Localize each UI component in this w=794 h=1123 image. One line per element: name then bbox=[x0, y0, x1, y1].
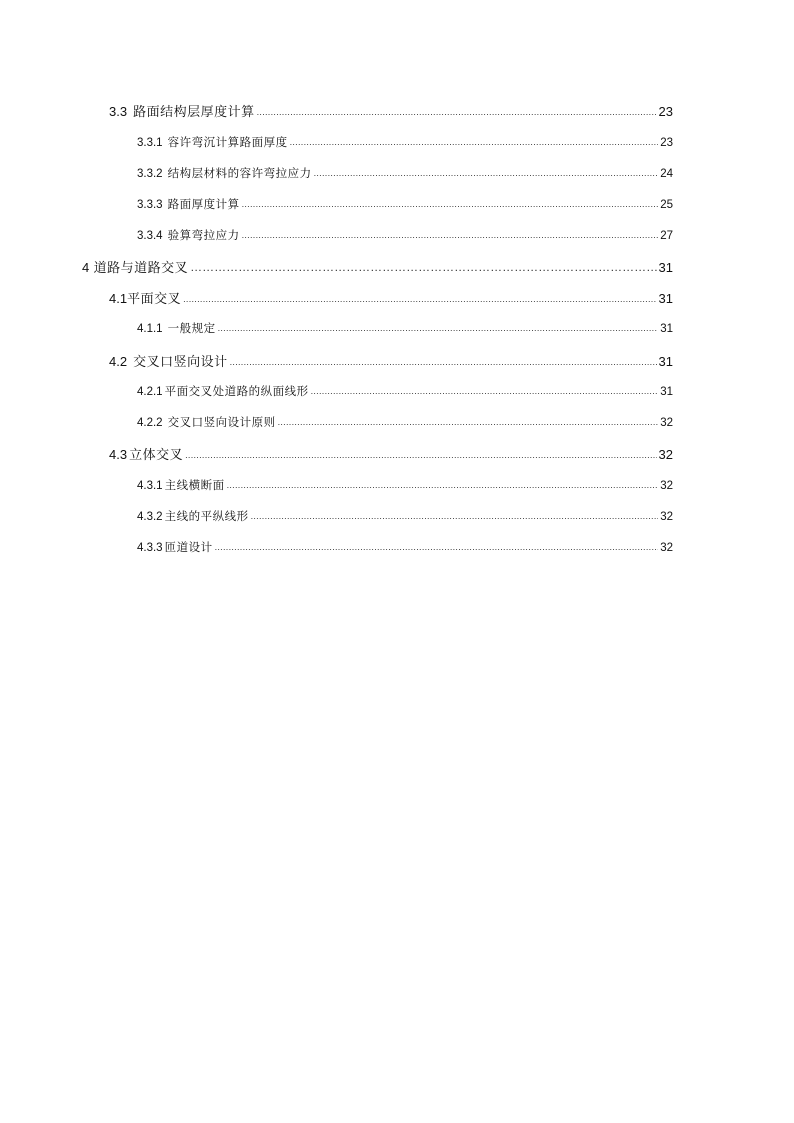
dot-leader bbox=[251, 511, 659, 523]
toc-entry-number: 4.3.1 bbox=[137, 480, 163, 492]
toc-entry-title: 主线横断面 bbox=[164, 478, 225, 492]
toc-entry-title: 路面结构层厚度计算 bbox=[133, 105, 255, 120]
toc-entry-title: 匝道设计 bbox=[164, 540, 213, 554]
toc-entry-number: 3.3.2 bbox=[137, 168, 163, 180]
dot-leader bbox=[290, 137, 659, 149]
toc-entry-number: 4.3.2 bbox=[137, 511, 163, 523]
dot-leader bbox=[183, 291, 656, 304]
dot-leader bbox=[230, 354, 657, 367]
toc-entry-3-3-1[interactable] bbox=[137, 137, 673, 150]
toc-entry-page: 23 bbox=[658, 104, 673, 119]
toc-entry-page: 32 bbox=[658, 447, 673, 462]
toc-entry-page: 32 bbox=[660, 480, 673, 492]
dot-leader bbox=[311, 386, 659, 398]
dot-leader bbox=[278, 417, 659, 429]
toc-entry-page: 25 bbox=[660, 199, 673, 211]
toc-entry-4-1[interactable] bbox=[109, 292, 673, 306]
toc-entry-4-1-1[interactable] bbox=[137, 323, 673, 336]
toc-entry-4-2-2[interactable] bbox=[137, 417, 673, 430]
toc-entry-number: 4.1 bbox=[109, 291, 128, 306]
toc-entry-title: 容许弯沉计算路面厚度 bbox=[167, 135, 288, 149]
toc-entry-4-2-1[interactable] bbox=[137, 386, 673, 399]
toc-entry-title: 结构层材料的容许弯拉应力 bbox=[167, 166, 312, 180]
toc-entry-page: 27 bbox=[660, 230, 673, 242]
toc-entry-page: 31 bbox=[658, 291, 673, 306]
toc-entry-3-3-3[interactable] bbox=[137, 199, 673, 212]
toc-entry-page: 32 bbox=[660, 417, 673, 429]
toc-entry-title: 道路与道路交叉 bbox=[93, 261, 189, 276]
toc-entry-title: 交叉口竖向设计 bbox=[133, 355, 228, 370]
toc-entry-title: 主线的平纵线形 bbox=[164, 509, 249, 523]
toc-entry-page: 31 bbox=[658, 260, 673, 275]
toc-entry-3-3[interactable] bbox=[109, 105, 673, 119]
toc-entry-number: 4.2.1 bbox=[137, 386, 163, 398]
toc-entry-number: 4.2 bbox=[109, 354, 128, 369]
toc-entry-number: 4.3.3 bbox=[137, 542, 163, 554]
toc-entry-page: 24 bbox=[660, 168, 673, 180]
toc-entry-4-3[interactable] bbox=[109, 448, 673, 462]
dot-leader bbox=[227, 480, 659, 492]
toc-entry-title: 立体交叉 bbox=[129, 448, 184, 463]
toc-entry-number: 3.3 bbox=[109, 104, 128, 119]
toc-entry-page: 31 bbox=[658, 354, 673, 369]
toc-entry-number: 3.3.4 bbox=[137, 230, 163, 242]
toc-entry-number: 4.1.1 bbox=[137, 323, 163, 335]
toc-entry-title: 验算弯拉应力 bbox=[167, 228, 240, 242]
toc-entry-title: 一般规定 bbox=[167, 321, 216, 335]
dot-leader bbox=[215, 542, 659, 554]
toc-entry-number: 4.2.2 bbox=[137, 417, 163, 429]
dot-leader bbox=[257, 104, 657, 117]
dot-leader bbox=[314, 168, 659, 180]
toc-entry-page: 32 bbox=[660, 542, 673, 554]
toc-entry-page: 31 bbox=[660, 323, 673, 335]
toc-entry-3-3-2[interactable] bbox=[137, 168, 673, 181]
toc-entry-4-3-1[interactable] bbox=[137, 480, 673, 493]
dot-leader bbox=[185, 447, 656, 460]
toc-entry-title: 交叉口竖向设计原则 bbox=[167, 415, 276, 429]
toc-entry-4-3-2[interactable] bbox=[137, 511, 673, 524]
toc-entry-4-3-3[interactable] bbox=[137, 542, 673, 555]
dot-leader bbox=[218, 323, 659, 335]
dot-leader bbox=[242, 199, 659, 211]
toc-entry-number: 3.3.1 bbox=[137, 137, 163, 149]
toc-entry-number: 4.3 bbox=[109, 447, 128, 462]
toc-entry-page: 31 bbox=[660, 386, 673, 398]
toc-entry-title: 平面交叉处道路的纵面线形 bbox=[164, 384, 309, 398]
toc-entry-number: 3.3.3 bbox=[137, 199, 163, 211]
toc-entry-number: 4 bbox=[82, 260, 90, 275]
toc-entry-page: 23 bbox=[660, 137, 673, 149]
dot-leader bbox=[242, 230, 659, 242]
toc-entry-title: 平面交叉 bbox=[127, 292, 182, 307]
toc-entry-title: 路面厚度计算 bbox=[167, 197, 240, 211]
toc-entry-4[interactable] bbox=[82, 261, 673, 275]
toc-entry-3-3-4[interactable] bbox=[137, 230, 673, 243]
toc-entry-page: 32 bbox=[660, 511, 673, 523]
dot-leader bbox=[190, 260, 656, 273]
toc-entry-4-2[interactable] bbox=[109, 355, 673, 369]
